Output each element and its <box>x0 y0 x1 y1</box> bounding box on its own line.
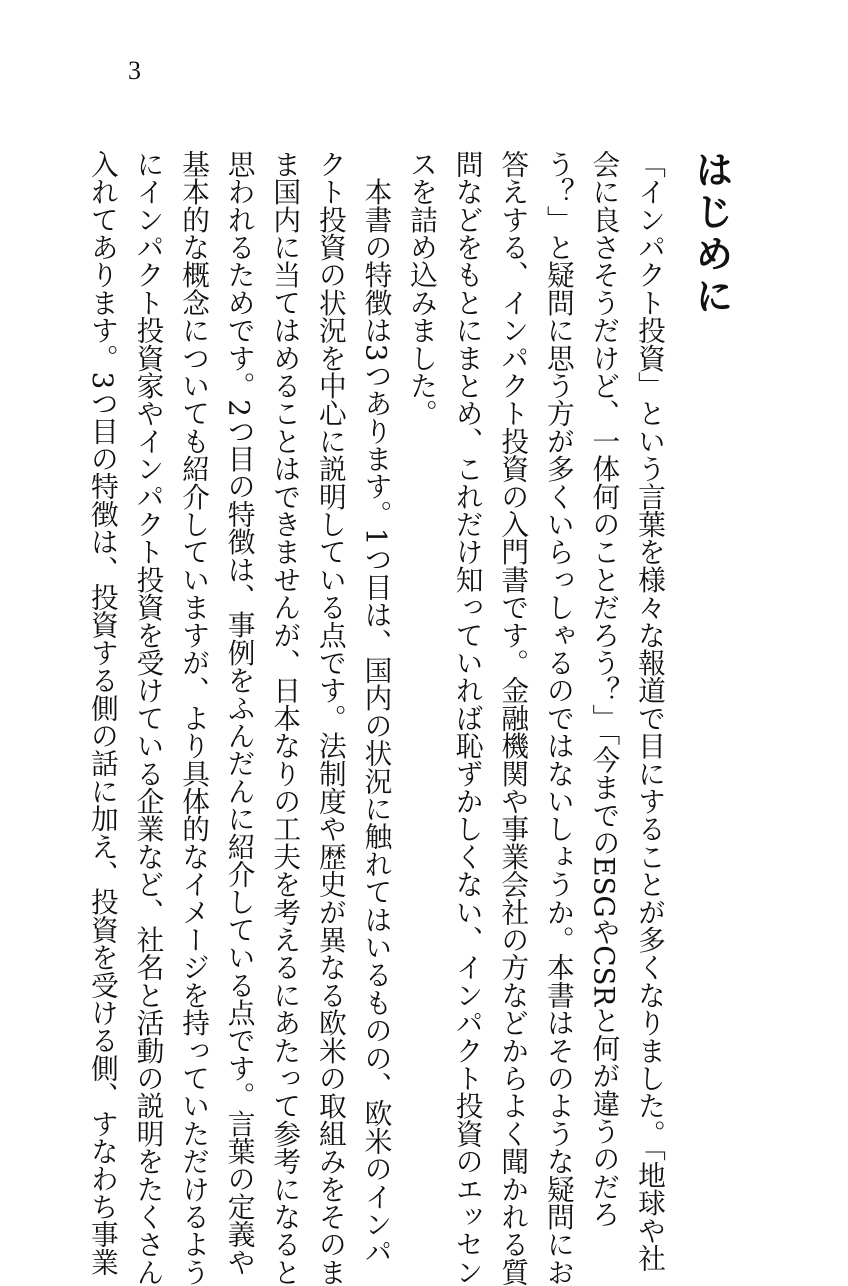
text-column: スを詰め込みました。 <box>405 150 439 427</box>
text-column: 基本的な概念についても紹介していますが、より具体的なイメージを持っていただけるよう <box>177 150 211 1286</box>
text-column: 答えする、インパクト投資の入門書です。金融機関や事業会社の方などからよく聞かれる質 <box>496 150 530 1286</box>
text-column: 本書の特徴は3つあります。1つ目は、国内の状況に触れてはいるものの、欧米のインパ <box>359 150 393 1266</box>
text-column: 入れてあります。3つ目の特徴は、投資する側の話に加え、投資を受ける側、すなわち事業 <box>85 150 119 1276</box>
text-column: 会に良さそうだけど、一体何のことだろう？」「今までのESGやCSRと何が違うのだろ <box>587 150 621 1228</box>
page-number: 3 <box>128 56 141 85</box>
text-column: 思われるためです。2つ目の特徴は、事例をふんだんに紹介している点です。言葉の定義や <box>222 150 256 1276</box>
text-column: 問などをもとにまとめ、これだけ知っていれば恥ずかしくない、インパクト投資のエッセン <box>450 150 484 1286</box>
text-column: う？」と疑問に思う方が多くいらっしゃるのではないしょうか。本書はそのような疑問にお <box>541 150 575 1286</box>
chapter-title: はじめに <box>689 150 733 318</box>
text-column: 「インパクト投資」という言葉を様々な報道で目にすることが多くなりました。「地球や社 <box>633 150 666 1272</box>
body-text <box>79 150 672 1286</box>
text-column: クト投資の状況を中心に説明している点です。法制度や歴史が異なる欧米の取組みをそのま <box>313 150 347 1286</box>
text-column: ま国内に当てはめることはできませんが、日本なりの工夫を考えるにあたって参考になると <box>268 150 302 1286</box>
text-column: にインパクト投資家やインパクト投資を受けている企業など、社名と活動の説明をたくさん <box>131 150 165 1286</box>
